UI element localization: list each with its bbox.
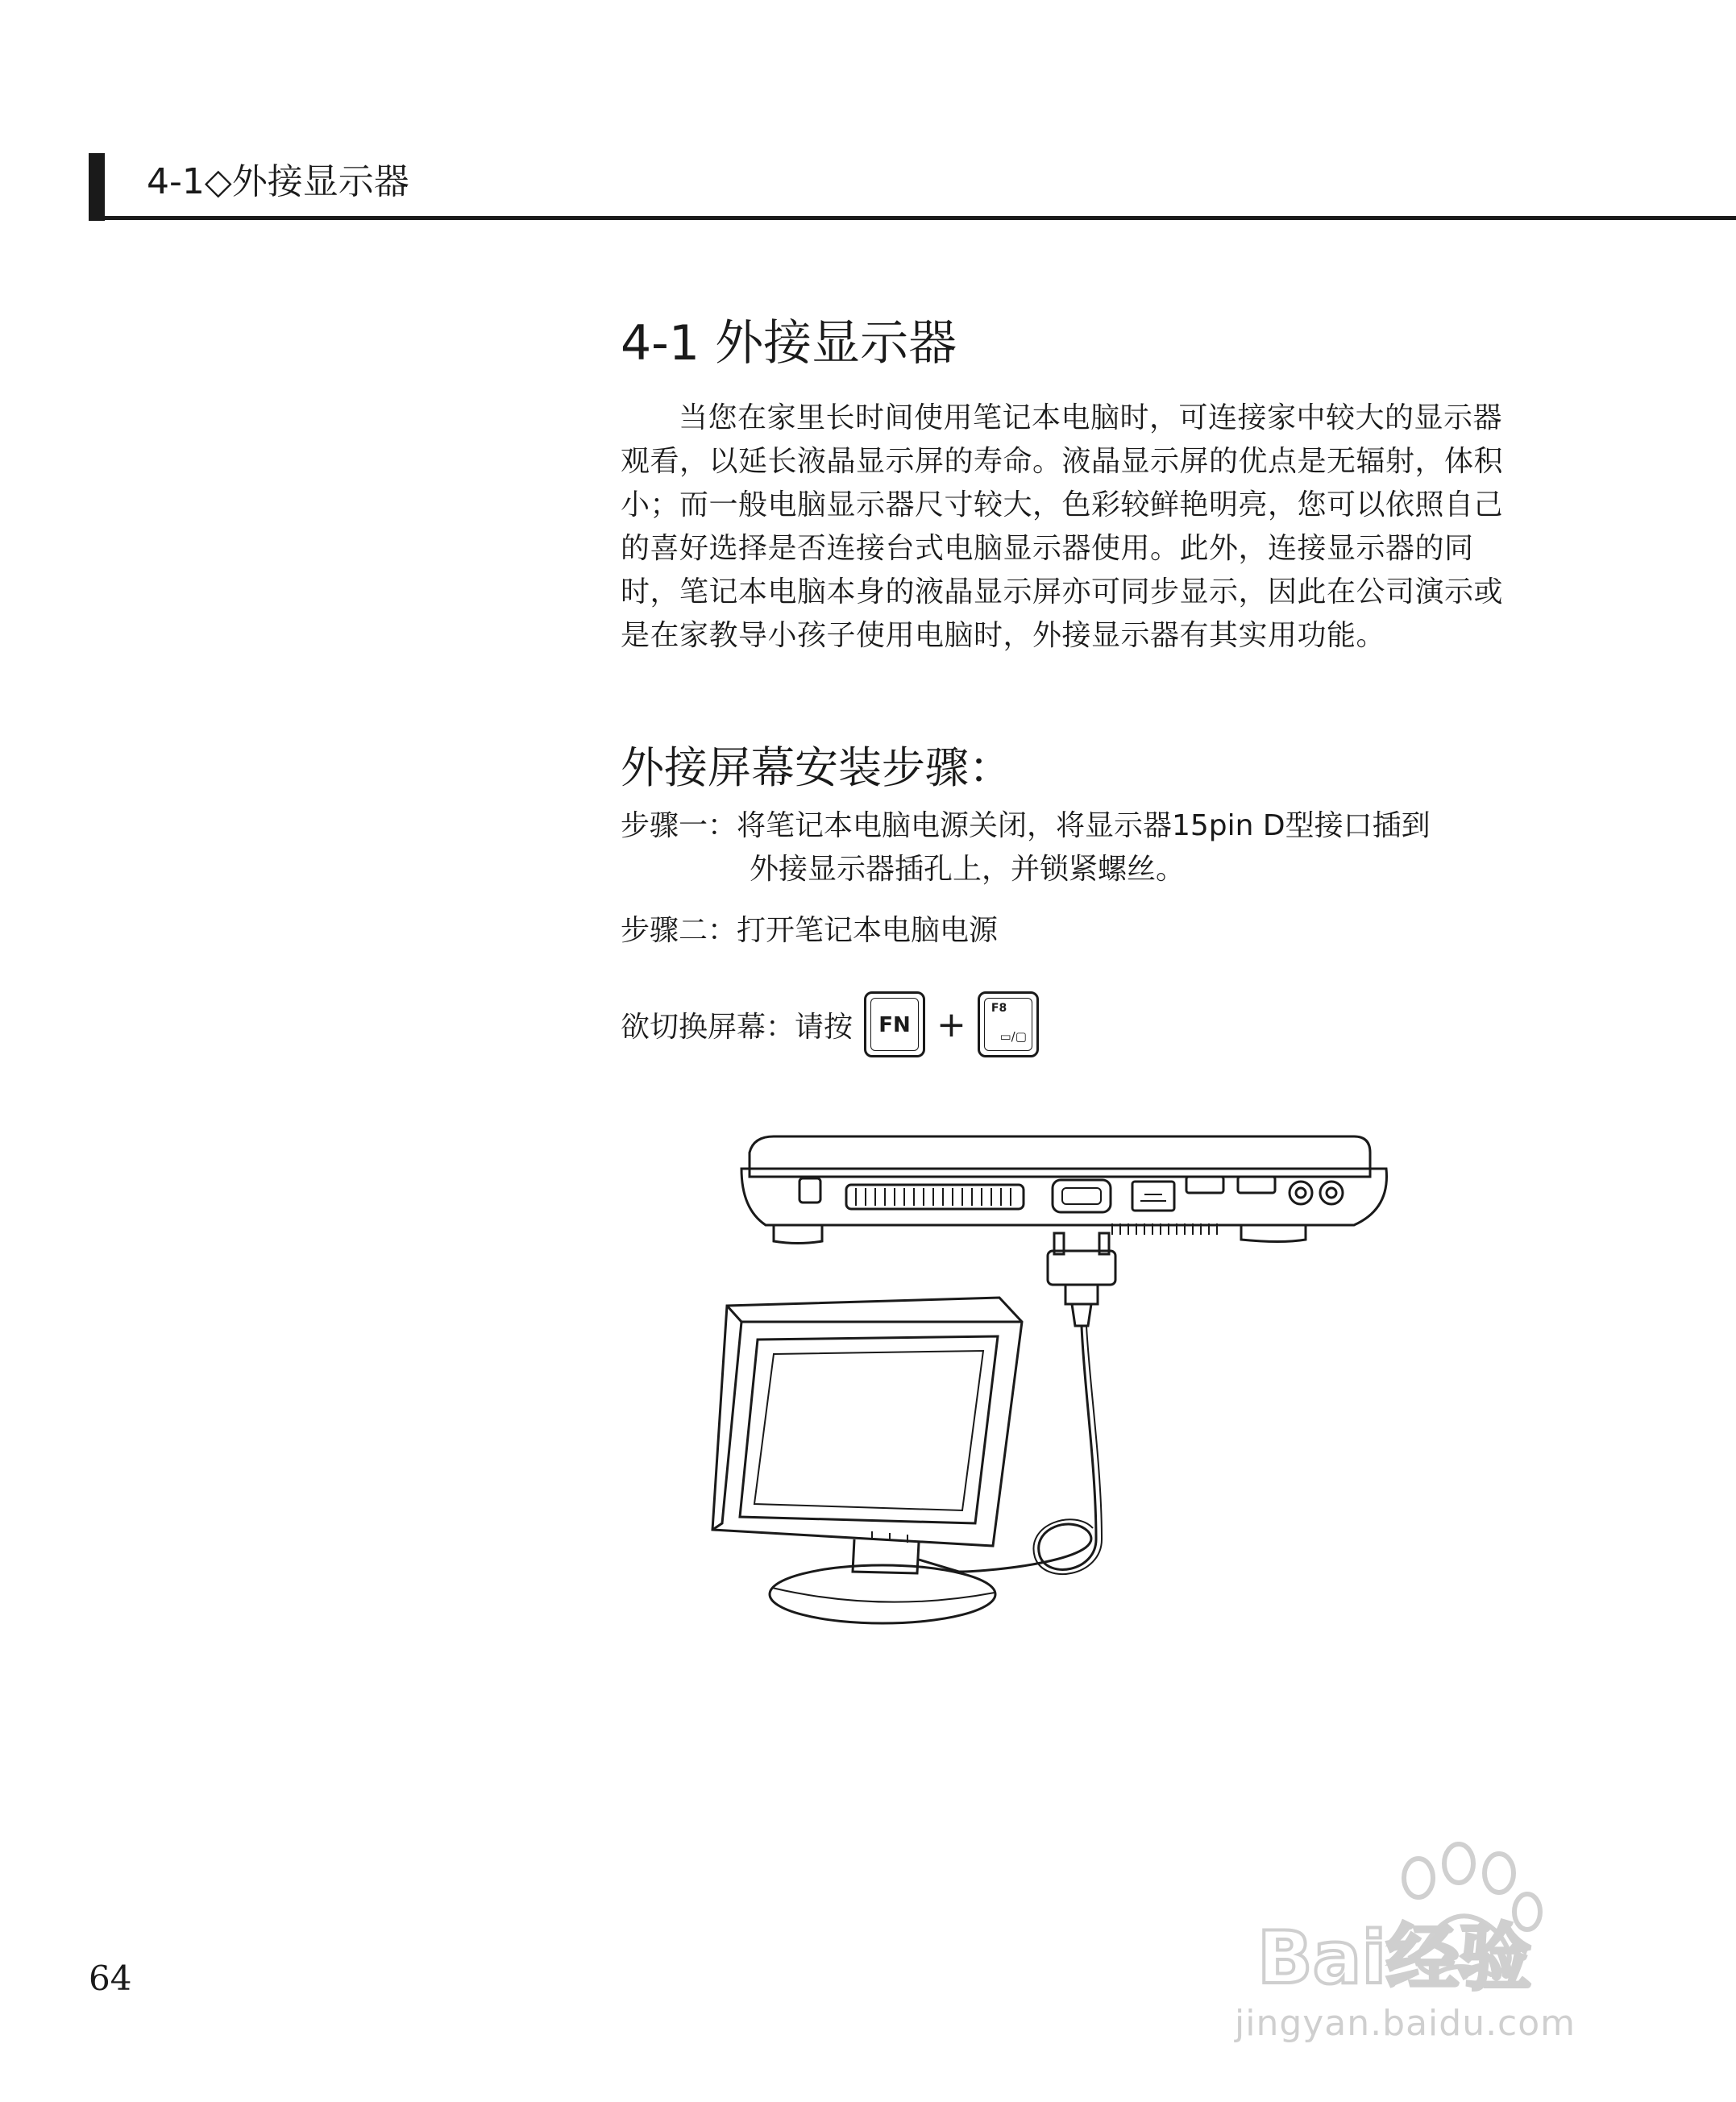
header-rule xyxy=(89,216,1736,220)
f8-key-icon xyxy=(978,991,1039,1057)
fn-key-label: FN xyxy=(878,1013,911,1037)
switch-screen-label: 欲切换屏幕：请按 xyxy=(621,1010,853,1044)
watermark-url: jingyan.baidu.com xyxy=(1235,2003,1576,2044)
step-one-line2: 外接显示器插孔上，并锁紧螺丝。 xyxy=(750,853,1186,886)
fn-key-icon xyxy=(864,991,925,1057)
plus-sign: + xyxy=(937,1003,966,1045)
vga-connector-icon xyxy=(1048,1233,1115,1326)
header-bar xyxy=(89,153,105,221)
baidu-paw-logo-icon xyxy=(1233,1838,1652,1999)
monitor-icon xyxy=(712,1298,1022,1623)
f8-key-label: F8 xyxy=(991,1002,1007,1015)
display-toggle-glyph: ▭/▢ xyxy=(999,1029,1027,1044)
intro-paragraph xyxy=(621,397,1515,658)
section-title: 4-1 外接显示器 xyxy=(621,315,957,372)
watermark-brand: Bai经验 xyxy=(1257,1916,1532,1999)
switch-screen-row xyxy=(621,988,1039,1061)
running-header-title: 4-1◇外接显示器 xyxy=(147,161,409,202)
laptop-icon xyxy=(741,1136,1387,1244)
laptop-monitor-connection-illustration xyxy=(693,1120,1418,1644)
intro-text: 当您在家里长时间使用笔记本电脑时，可连接家中较大的显示器观看，以延长液晶显示屏的寿命。液晶显示屏的优点是无辐射，体积小；而一般电脑显示器尺寸较大，色彩较鲜艳明亮，您可以依照自己的喜好选择是否连接台式电脑显示器使用。此外，连接显示器的同时，笔记本电脑本身的液晶显示屏亦可同步显示，因此在公司演示或是在家教导小孩子使用电脑时，外接显示器有其实用功能。 xyxy=(621,401,1504,652)
page-number: 64 xyxy=(89,1959,132,1998)
install-steps-title: 外接屏幕安装步骤： xyxy=(621,742,1012,793)
vga-cable xyxy=(919,1326,1096,1572)
step-two: 步骤二：打开笔记本电脑电源 xyxy=(621,914,999,947)
step-one-line1: 步骤一：将笔记本电脑电源关闭，将显示器15pin D型接口插到 xyxy=(621,809,1431,842)
